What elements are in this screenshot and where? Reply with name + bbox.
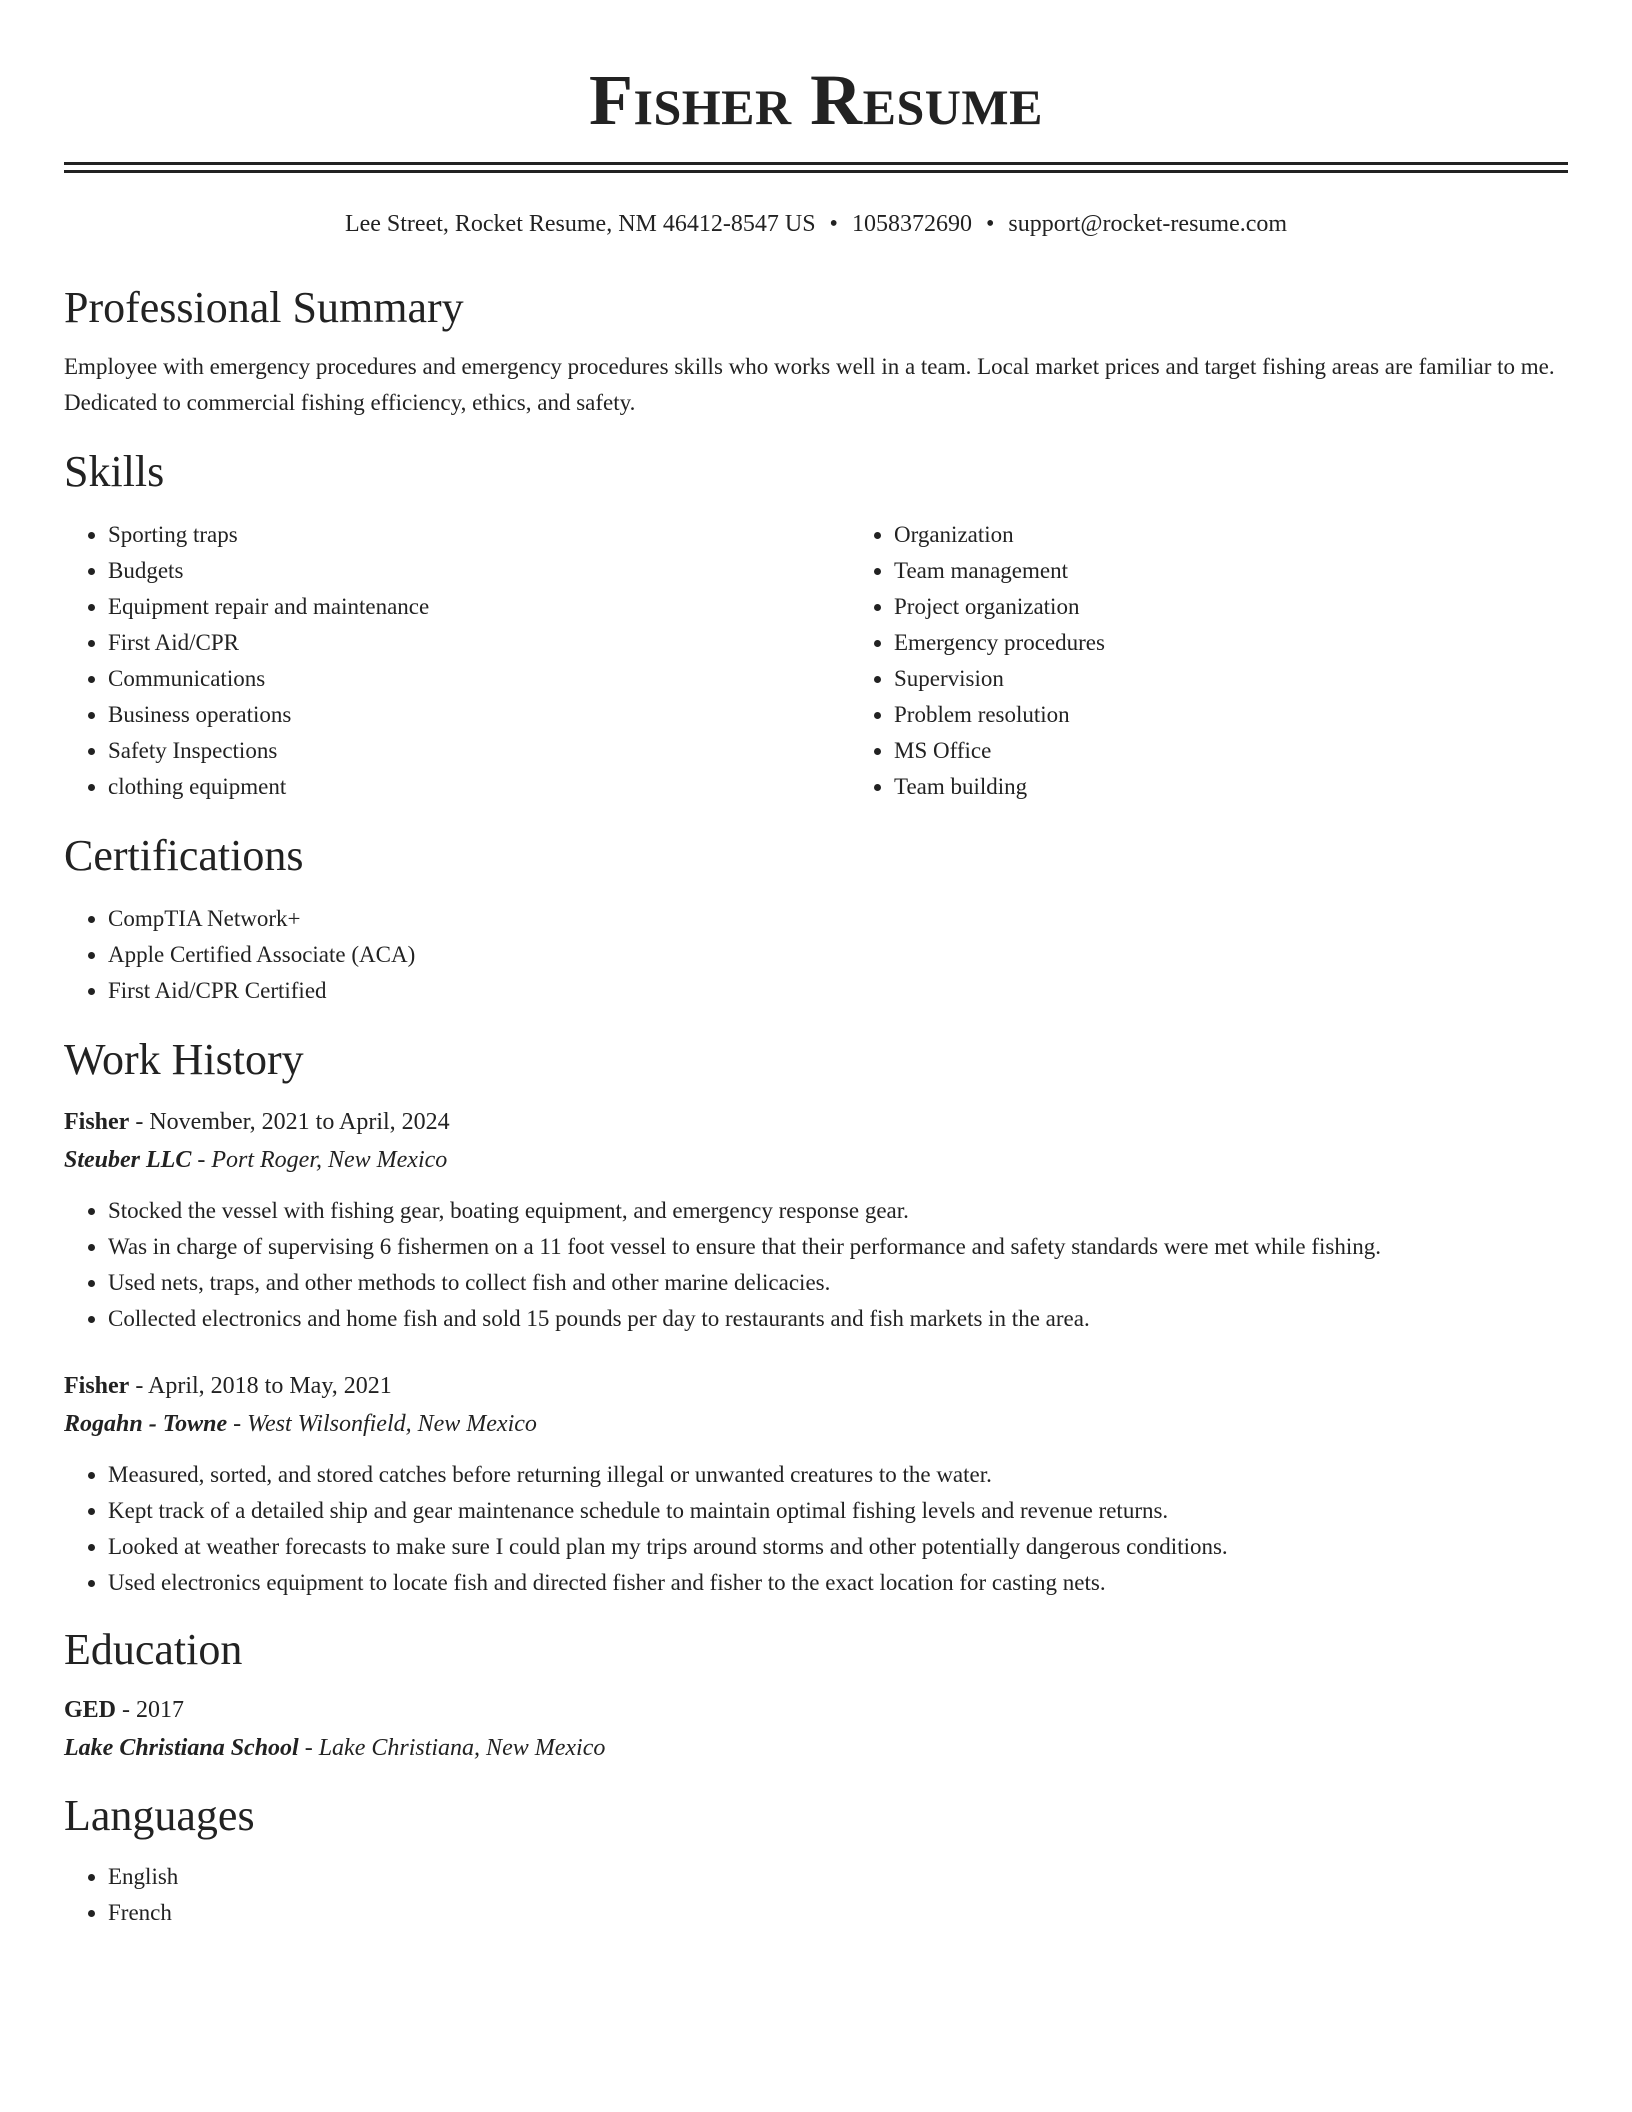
skill-item: • First Aid/CPR	[108, 625, 850, 661]
certifications-heading: Certifications	[64, 831, 304, 880]
education-heading: Education	[64, 1625, 243, 1674]
certifications-list	[64, 901, 1568, 1009]
languages-heading: Languages	[64, 1791, 255, 1840]
job-bullet: • Kept track of a detailed ship and gear maintenance schedule to maintain optimal fishing levels and revenue returns.	[108, 1493, 1568, 1529]
summary-text: Employee with emergency procedures and emergency procedures skills who works well in a team. Local market prices and target fishing areas are familiar to me. Dedicated to commercial fishing efficiency, ethics, and safety.	[64, 354, 1555, 415]
job-dates: - April, 2018 to May, 2021	[129, 1373, 392, 1399]
contact-separator: •	[829, 211, 838, 237]
skill-item: • Supervision	[894, 661, 1632, 697]
skill-item: • MS Office	[894, 733, 1632, 769]
contact-email[interactable]: support@rocket-resume.com	[1008, 211, 1288, 237]
education-degree: GED	[64, 1697, 117, 1723]
skill-item: • Equipment repair and maintenance	[108, 589, 850, 625]
summary-heading: Professional Summary	[64, 283, 464, 332]
education-school-line	[64, 1729, 1568, 1767]
education-degree-line	[64, 1691, 1568, 1729]
job-title-line	[64, 1103, 1568, 1141]
certification-item: • First Aid/CPR Certified	[108, 973, 1568, 1009]
resume-page	[64, 0, 1568, 1931]
skill-item: • Budgets	[108, 553, 850, 589]
job-company: Rogahn - Towne	[64, 1411, 228, 1437]
job-bullet: • Used electronics equipment to locate fish and directed fisher and fisher to the exact location for casting nets.	[108, 1565, 1568, 1601]
skills-heading: Skills	[64, 447, 165, 496]
job-bullet: • Was in charge of supervising 6 fishermen on a 11 foot vessel to ensure that their performance and safety standards were met while fishing.	[108, 1229, 1568, 1265]
skill-item: • Business operations	[108, 697, 850, 733]
job-location: - Port Roger, New Mexico	[191, 1147, 448, 1173]
skill-item: • Communications	[108, 661, 850, 697]
education-school: Lake Christiana School	[64, 1735, 299, 1761]
skill-item: • Team building	[894, 769, 1632, 805]
job-bullet: • Collected electronics and home fish and sold 15 pounds per day to restaurants and fish markets in the area.	[108, 1301, 1568, 1337]
skill-item: • Sporting traps	[108, 517, 850, 553]
resume-title: Fisher Resume	[589, 60, 1043, 140]
certification-item: • Apple Certified Associate (ACA)	[108, 937, 1568, 973]
job-bullets	[64, 1457, 1568, 1601]
title-divider	[64, 162, 1568, 173]
skill-item: • Problem resolution	[894, 697, 1632, 733]
job-entry	[64, 1367, 1568, 1601]
job-title-line	[64, 1367, 1568, 1405]
education-year: - 2017	[116, 1697, 185, 1723]
job-bullet: • Measured, sorted, and stored catches before returning illegal or unwanted creatures to the water.	[108, 1457, 1568, 1493]
job-title: Fisher	[64, 1109, 130, 1135]
skill-item: • Project organization	[894, 589, 1632, 625]
certification-item: • CompTIA Network+	[108, 901, 1568, 937]
skills-list-left	[64, 517, 850, 805]
language-item: • French	[108, 1895, 1568, 1931]
job-location: - West Wilsonfield, New Mexico	[227, 1411, 537, 1437]
job-bullet: • Looked at weather forecasts to make sure I could plan my trips around storms and other potentially dangerous conditions.	[108, 1529, 1568, 1565]
language-item: • English	[108, 1859, 1568, 1895]
skills-list-right	[850, 517, 1632, 805]
job-company-line	[64, 1405, 1568, 1443]
skills-columns	[64, 517, 1568, 805]
work-history-heading: Work History	[64, 1035, 304, 1084]
skill-item: • Team management	[894, 553, 1632, 589]
languages-list	[64, 1859, 1568, 1931]
contact-separator: •	[985, 211, 995, 237]
job-title: Fisher	[64, 1373, 130, 1399]
skill-item: • Safety Inspections	[108, 733, 850, 769]
education-entry	[64, 1691, 1568, 1767]
job-bullet: • Stocked the vessel with fishing gear, boating equipment, and emergency response gear.	[108, 1193, 1568, 1229]
skill-item: • clothing equipment	[108, 769, 850, 805]
job-bullets	[64, 1193, 1568, 1337]
contact-line	[64, 209, 1568, 239]
education-location: - Lake Christiana, New Mexico	[298, 1735, 606, 1761]
skill-item: • Organization	[894, 517, 1632, 553]
contact-address: Lee Street, Rocket Resume, NM 46412-8547 US	[344, 211, 816, 237]
job-bullet: • Used nets, traps, and other methods to collect fish and other marine delicacies.	[108, 1265, 1568, 1301]
contact-phone: 1058372690	[851, 211, 972, 237]
job-company-line	[64, 1141, 1568, 1179]
job-company: Steuber LLC	[64, 1147, 192, 1173]
skill-item: • Emergency procedures	[894, 625, 1632, 661]
job-dates: - November, 2021 to April, 2024	[129, 1109, 450, 1135]
job-entry	[64, 1103, 1568, 1337]
